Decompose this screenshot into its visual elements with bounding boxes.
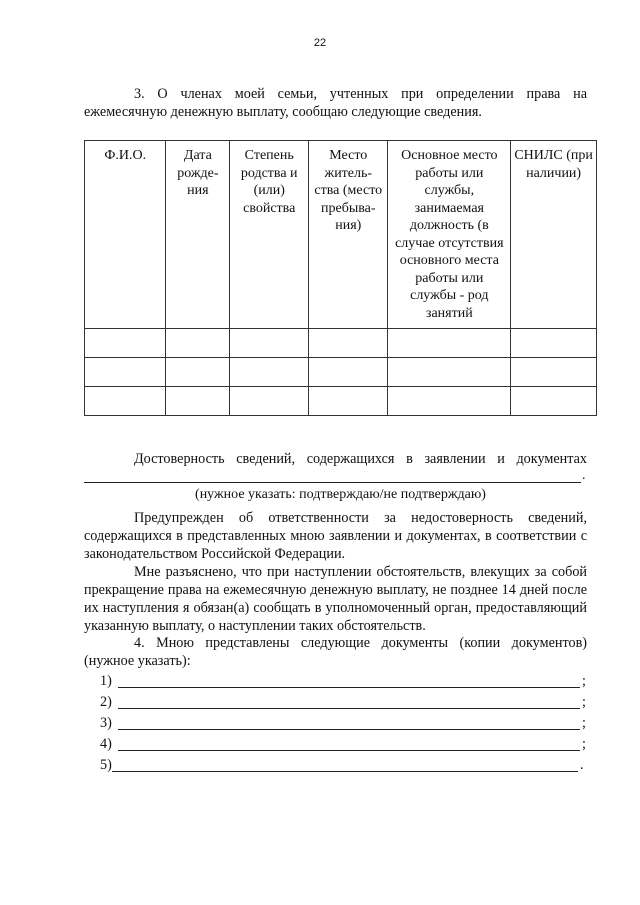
document-line-end: . [580,757,584,773]
table-cell[interactable] [388,358,511,387]
document-line-5 [100,757,590,777]
reliability-text: Достоверность сведений, содержащихся в заявлении и документах [134,451,587,467]
document-line-number: 4) [100,736,112,752]
table-cell[interactable] [230,387,309,416]
table-cell[interactable] [85,358,166,387]
document-line-2 [100,694,590,714]
document-line-blank[interactable] [118,729,580,730]
document-line-number: 1) [100,673,112,689]
table-cell[interactable] [309,329,388,358]
warning-text: Предупрежден об ответственности за недостоверность сведений, содержащихся в представленных мною заявлении и документах, в соответствии с законодательством Российской Федерации. [84,510,587,562]
table-cell[interactable] [388,387,511,416]
table-cell[interactable] [511,358,597,387]
table-cell[interactable] [309,358,388,387]
document-line-blank[interactable] [112,771,578,772]
document-line-blank[interactable] [118,708,580,709]
document-line-end: ; [582,715,586,731]
table-header-row [85,141,597,329]
section-4-text: 4. Мною представлены следующие документы (копии документов) (нужное указать): [84,635,587,669]
document-line-number: 5) [100,757,112,773]
table-cell[interactable] [230,329,309,358]
document-line-number: 2) [100,694,112,710]
family-members-table [84,140,597,416]
document-line-1 [100,673,590,693]
table-row [85,358,597,387]
table-cell[interactable] [230,358,309,387]
table-cell[interactable] [511,329,597,358]
header-snils: СНИЛС (при наличии) [511,141,597,329]
document-line-blank[interactable] [118,750,580,751]
explained-text: Мне разъяснено, что при наступлении обстоятельств, влекущих за собой прекращение права на ежемесячную денежную выплату, не позднее 14 дней после их наступления я обязан(а) сообщать в уполномоченный орган, предоставляющий указанную выплату, о наступлении таких обстоятельств. [84,564,587,634]
section-3-text: 3. О членах моей семьи, учтенных при определении права на ежемесячную денежную выплату, сообщаю следующие сведения. [84,86,587,120]
reliability-end-mark: . [582,468,586,483]
table-row [85,387,597,416]
table-cell[interactable] [511,387,597,416]
table-cell[interactable] [85,329,166,358]
header-residence: Место житель-ства (место пребыва-ния) [309,141,388,329]
header-job: Основное место работы или службы, занимаемая должность (в случае отсутствия основного места работы или службы - род занятий [388,141,511,329]
table-cell[interactable] [85,387,166,416]
header-fio: Ф.И.О. [85,141,166,329]
table-cell[interactable] [166,387,230,416]
header-birth-date: Дата рожде-ния [166,141,230,329]
reliability-fill-line[interactable] [84,482,581,483]
document-line-3 [100,715,590,735]
reliability-hint: (нужное указать: подтверждаю/не подтверждаю) [195,487,486,502]
document-line-end: ; [582,736,586,752]
document-line-number: 3) [100,715,112,731]
document-line-4 [100,736,590,756]
table-cell[interactable] [166,329,230,358]
page-number: 22 [313,37,327,49]
table-cell[interactable] [309,387,388,416]
table-cell[interactable] [166,358,230,387]
document-line-blank[interactable] [118,687,580,688]
document-line-end: ; [582,694,586,710]
table-cell[interactable] [388,329,511,358]
document-line-end: ; [582,673,586,689]
table-row [85,329,597,358]
header-relation: Степень родства и (или) свойства [230,141,309,329]
